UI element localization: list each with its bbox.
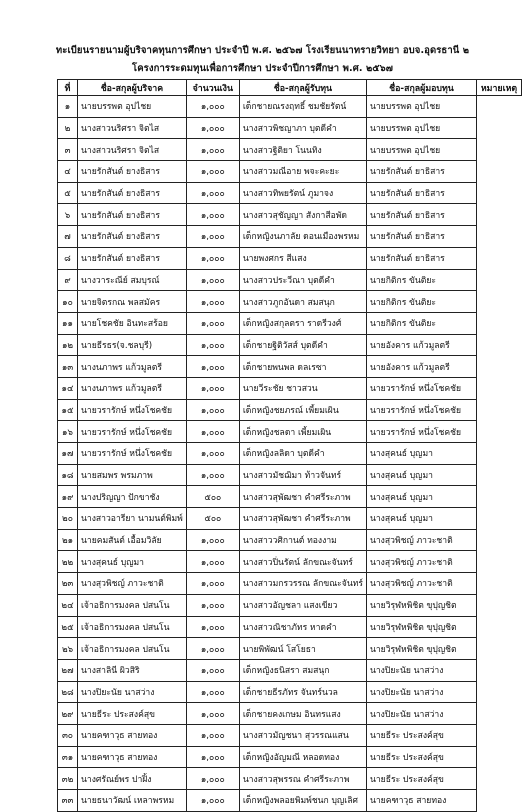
table-row	[58, 681, 522, 703]
row-number: ๙	[58, 269, 78, 291]
table-body	[58, 96, 522, 812]
table-row	[58, 356, 522, 378]
donation-amount: ๑,๐๐๐	[186, 399, 239, 421]
presenter-name: นางปิยะนัย นาสว่าง	[366, 681, 476, 703]
remark-cell	[476, 247, 521, 269]
recipient-name: นางสาวสุพัฒชา คำศรีระภาพ	[239, 508, 366, 530]
donor-name: นางวาระณีย์ สมบุรณ์	[78, 269, 187, 291]
table-row	[58, 724, 522, 746]
remark-cell	[476, 399, 521, 421]
donation-amount: ๑,๐๐๐	[186, 703, 239, 725]
recipient-name: นางสาวปิ่นรัตน์ ลักขณะจันทร์	[239, 551, 366, 573]
donation-amount: ๑,๐๐๐	[186, 226, 239, 248]
presenter-name: นายธีระ ประสงค์สุข	[366, 746, 476, 768]
row-number: ๑๕	[58, 399, 78, 421]
remark-cell	[476, 334, 521, 356]
donor-name: นายสมพร พรมภาพ	[78, 464, 187, 486]
donation-amount: ๑,๐๐๐	[186, 334, 239, 356]
donation-amount: ๕๐๐	[186, 508, 239, 530]
presenter-name: นายรักสันต์ ยาธิสาร	[366, 247, 476, 269]
presenter-name: นายกิติกร ขันติยะ	[366, 291, 476, 313]
recipient-name: นางสาวมัชฌิมา ท้าวจันทร์	[239, 464, 366, 486]
table-row	[58, 508, 522, 530]
donation-amount: ๑,๐๐๐	[186, 161, 239, 183]
row-number: ๒๕	[58, 616, 78, 638]
row-number: ๓๒	[58, 768, 78, 790]
recipient-name: นางสาวมกรวรรณ ลักขณะจันทร์	[239, 573, 366, 595]
recipient-name: เด็กหญิงอัญมณี หลอดทอง	[239, 746, 366, 768]
recipient-name: นางสาวพิชญาภา บุตดีคำ	[239, 117, 366, 139]
recipient-name: นายพงศกร สีแสง	[239, 247, 366, 269]
header-amount: จำนวนเงิน	[186, 80, 239, 96]
donor-name: นายรักสันต์ ยางธิสาร	[78, 204, 187, 226]
donation-amount: ๑,๐๐๐	[186, 96, 239, 118]
presenter-name: นายบรรพต อุปไชย	[366, 117, 476, 139]
table-row	[58, 551, 522, 573]
donor-name: นายธีรธร(จ.ชลบุรี)	[78, 334, 187, 356]
remark-cell	[476, 551, 521, 573]
row-number: ๑๒	[58, 334, 78, 356]
row-number: ๒๘	[58, 681, 78, 703]
row-number: ๖	[58, 204, 78, 226]
donation-amount: ๑,๐๐๐	[186, 659, 239, 681]
presenter-name: นายรักสันต์ ยาธิสาร	[366, 226, 476, 248]
recipient-name: นางสาวสุพัฒชา คำศรีระภาพ	[239, 486, 366, 508]
presenter-name: นายบรรพต อุปไชย	[366, 139, 476, 161]
row-number: ๓๑	[58, 746, 78, 768]
donor-name: นางนภาพร แก้วมูลตรี	[78, 356, 187, 378]
row-number: ๕	[58, 182, 78, 204]
presenter-name: นายกิติกร ขันติยะ	[366, 312, 476, 334]
donation-amount: ๑,๐๐๐	[186, 117, 239, 139]
remark-cell	[476, 724, 521, 746]
table-row	[58, 139, 522, 161]
presenter-name: นางสุคนธ์ บุญมา	[366, 443, 476, 465]
donor-name: นายคมสันต์ เอื้อมวิลัย	[78, 529, 187, 551]
recipient-name: นางสาววศิกานต์ ทองงาม	[239, 529, 366, 551]
row-number: ๑๑	[58, 312, 78, 334]
table-row	[58, 529, 522, 551]
presenter-name: นางสุคนธ์ บุญมา	[366, 486, 476, 508]
presenter-name: นายรักสันต์ ยาธิสาร	[366, 182, 476, 204]
donation-amount: ๑,๐๐๐	[186, 312, 239, 334]
row-number: ๑๖	[58, 421, 78, 443]
presenter-name: นายธีระ ประสงค์สุข	[366, 768, 476, 790]
remark-cell	[476, 464, 521, 486]
donation-amount: ๑,๐๐๐	[186, 182, 239, 204]
table-header-row	[58, 80, 522, 96]
header-no: ที่	[58, 80, 78, 96]
remark-cell	[476, 746, 521, 768]
remark-cell	[476, 139, 521, 161]
presenter-name: นางสุคนธ์ บุญมา	[366, 508, 476, 530]
table-row	[58, 421, 522, 443]
table-row	[58, 703, 522, 725]
remark-cell	[476, 421, 521, 443]
row-number: ๓๐	[58, 724, 78, 746]
recipient-name: นายวีระชัย ชาวสวน	[239, 377, 366, 399]
row-number: ๒๗	[58, 659, 78, 681]
remark-cell	[476, 529, 521, 551]
table-row	[58, 204, 522, 226]
donation-amount: ๑,๐๐๐	[186, 724, 239, 746]
remark-cell	[476, 616, 521, 638]
donor-name: นายรักสันต์ ยางธิสาร	[78, 247, 187, 269]
remark-cell	[476, 638, 521, 660]
donor-name: นางสาลินี ผิวสิริ	[78, 659, 187, 681]
recipient-name: นายพิพัฒน์ โสโยธา	[239, 638, 366, 660]
table-row	[58, 573, 522, 595]
donor-name: นายวรารักษ์ หนึ่งโชคชัย	[78, 421, 187, 443]
row-number: ๒๐	[58, 508, 78, 530]
header-recipient: ชื่อ-สกุลผู้รับทุน	[239, 80, 366, 96]
remark-cell	[476, 269, 521, 291]
table-row	[58, 161, 522, 183]
recipient-name: นางสาวประวีณา บุตดีคำ	[239, 269, 366, 291]
row-number: ๑๔	[58, 377, 78, 399]
table-row	[58, 117, 522, 139]
remark-cell	[476, 508, 521, 530]
donation-amount: ๑,๐๐๐	[186, 746, 239, 768]
donor-name: นายรักสันต์ ยางธิสาร	[78, 161, 187, 183]
presenter-name: นางสุวพิชญ์ ภาวะชาติ	[366, 529, 476, 551]
recipient-name: เด็กหญิงพลอยพิมพ์ชนก บุญเลิศ	[239, 790, 366, 812]
presenter-name: นายรักสันต์ ยาธิสาร	[366, 161, 476, 183]
row-number: ๒๓	[58, 573, 78, 595]
presenter-name: นางปิยะนัย นาสว่าง	[366, 659, 476, 681]
remark-cell	[476, 182, 521, 204]
recipient-name: นางสาวทิพยรัตน์ ภูมาจง	[239, 182, 366, 204]
donation-amount: ๕๐๐	[186, 486, 239, 508]
donation-amount: ๑,๐๐๐	[186, 443, 239, 465]
recipient-name: นางสาวณิชาภัทร หาดคำ	[239, 616, 366, 638]
donation-amount: ๑,๐๐๐	[186, 356, 239, 378]
row-number: ๑๗	[58, 443, 78, 465]
recipient-name: เด็กหญิงนภาลัย ดอนเมืองพรหม	[239, 226, 366, 248]
remark-cell	[476, 356, 521, 378]
remark-cell	[476, 443, 521, 465]
remark-cell	[476, 96, 521, 118]
presenter-name: นายวิรุฬหพิชิต ขุปุญชิต	[366, 594, 476, 616]
donor-name: นายธนาวัฒน์ เหลาพรหม	[78, 790, 187, 812]
remark-cell	[476, 703, 521, 725]
donor-name: นางนภาพร แก้วมูลตรี	[78, 377, 187, 399]
donation-amount: ๑,๐๐๐	[186, 529, 239, 551]
table-row	[58, 96, 522, 118]
row-number: ๓๓	[58, 790, 78, 812]
table-row	[58, 659, 522, 681]
row-number: ๑	[58, 96, 78, 118]
table-row	[58, 399, 522, 421]
donor-name: เจ้าอธิการมงคล ปสนโน	[78, 616, 187, 638]
donation-amount: ๑,๐๐๐	[186, 291, 239, 313]
presenter-name: นายอังคาร แก้วมูลตรี	[366, 356, 476, 378]
donation-amount: ๑,๐๐๐	[186, 464, 239, 486]
donor-name: นางสุคนธ์ บุญมา	[78, 551, 187, 573]
donor-register-table	[57, 79, 522, 812]
row-number: ๒๙	[58, 703, 78, 725]
recipient-name: เด็กชายคงเกษม อินทรแสง	[239, 703, 366, 725]
remark-cell	[476, 486, 521, 508]
document-subtitle: โครงการระดมทุนเพื่อการศึกษา ประจำปีการศึกษา พ.ศ. ๒๕๖๗	[132, 63, 393, 74]
donor-name: นายรักสันต์ ยางธิสาร	[78, 226, 187, 248]
header-presenter: ชื่อ-สกุลผู้มอบทุน	[366, 80, 476, 96]
presenter-name: นายวรารักษ์ หนึ่งโชคชัย	[366, 377, 476, 399]
recipient-name: เด็กหญิงลลิดา บุตดีคำ	[239, 443, 366, 465]
recipient-name: นางสาวมณีอาย พจะคะยะ	[239, 161, 366, 183]
remark-cell	[476, 204, 521, 226]
recipient-name: นางสาวอัญชลา แสงเขียว	[239, 594, 366, 616]
row-number: ๒	[58, 117, 78, 139]
donation-amount: ๑,๐๐๐	[186, 594, 239, 616]
row-number: ๔	[58, 161, 78, 183]
row-number: ๓	[58, 139, 78, 161]
recipient-name: นางสาวสุพรรณ คำศรีระภาพ	[239, 768, 366, 790]
donor-name: นางสุวพิชญ์ ภาวะชาติ	[78, 573, 187, 595]
presenter-name: นายวิรุฬหพิชิต ขุปุญชิต	[366, 616, 476, 638]
table-row	[58, 182, 522, 204]
presenter-name: นางสุวพิชญ์ ภาวะชาติ	[366, 573, 476, 595]
table-row	[58, 638, 522, 660]
presenter-name: นายวรารักษ์ หนึ่งโชคชัย	[366, 421, 476, 443]
donor-name: นายคฑาวุธ สายทอง	[78, 724, 187, 746]
presenter-name: นางปิยะนัย นาสว่าง	[366, 703, 476, 725]
donation-amount: ๑,๐๐๐	[186, 247, 239, 269]
remark-cell	[476, 681, 521, 703]
row-number: ๑๐	[58, 291, 78, 313]
donor-name: นางสาวอารียา นามนต์พิมพ์	[78, 508, 187, 530]
remark-cell	[476, 291, 521, 313]
remark-cell	[476, 594, 521, 616]
recipient-name: เด็กชายธีรภัทร จันทร์นวล	[239, 681, 366, 703]
donor-name: นายโชคชัย อินทะสร้อย	[78, 312, 187, 334]
row-number: ๒๑	[58, 529, 78, 551]
recipient-name: เด็กหญิงธนิสรา สมสนุก	[239, 659, 366, 681]
table-row	[58, 443, 522, 465]
row-number: ๑๘	[58, 464, 78, 486]
donation-amount: ๑,๐๐๐	[186, 573, 239, 595]
donation-amount: ๑,๐๐๐	[186, 269, 239, 291]
row-number: ๒๖	[58, 638, 78, 660]
remark-cell	[476, 312, 521, 334]
presenter-name: นายธีระ ประสงค์สุข	[366, 724, 476, 746]
remark-cell	[476, 790, 521, 812]
row-number: ๒๔	[58, 594, 78, 616]
table-row	[58, 464, 522, 486]
donor-name: นายคฑาวุธ สายทอง	[78, 746, 187, 768]
row-number: ๘	[58, 247, 78, 269]
remark-cell	[476, 768, 521, 790]
recipient-name: นางสาวภูกอันดา สมสนุก	[239, 291, 366, 313]
document-title: ทะเบียนรายนามผู้บริจาคทุนการศึกษา ประจำปี พ.ศ. ๒๕๖๗ โรงเรียนนาทรายวิทยา อบจ.อุดรธานี ๒	[55, 45, 470, 56]
donation-amount: ๑,๐๐๐	[186, 139, 239, 161]
recipient-name: นางสาวฐิติยา โนนทิง	[239, 139, 366, 161]
table-row	[58, 291, 522, 313]
recipient-name: นางสาวมัญชนา สุวรรณแสน	[239, 724, 366, 746]
donor-name: เจ้าอธิการมงคล ปสนโน	[78, 594, 187, 616]
remark-cell	[476, 161, 521, 183]
donor-name: นางศรัณย์พร ปาฝิ้ง	[78, 768, 187, 790]
recipient-name: เด็กหญิงสกุลตรา ราดรีวงศ์	[239, 312, 366, 334]
presenter-name: นายคฑาวุธ สายทอง	[366, 790, 476, 812]
remark-cell	[476, 659, 521, 681]
donor-name: นายจิตรกณ พลสมัคร	[78, 291, 187, 313]
recipient-name: เด็กหญิงชยภรณ์ เพี้ยมเผิน	[239, 399, 366, 421]
table-row	[58, 377, 522, 399]
donor-name: นายวรารักษ์ หนึ่งโชคชัย	[78, 443, 187, 465]
row-number: ๗	[58, 226, 78, 248]
remark-cell	[476, 117, 521, 139]
presenter-name: นายวรารักษ์ หนึ่งโชคชัย	[366, 399, 476, 421]
donation-amount: ๑,๐๐๐	[186, 681, 239, 703]
presenter-name: นางสุคนธ์ บุญมา	[366, 464, 476, 486]
table-row	[58, 594, 522, 616]
table-row	[58, 312, 522, 334]
donor-name: นายธีระ ประสงค์สุข	[78, 703, 187, 725]
donation-amount: ๑,๐๐๐	[186, 377, 239, 399]
row-number: ๑๙	[58, 486, 78, 508]
table-row	[58, 768, 522, 790]
table-row	[58, 269, 522, 291]
donation-amount: ๑,๐๐๐	[186, 551, 239, 573]
presenter-name: นายวิรุฬหพิชิต ขุปุญชิต	[366, 638, 476, 660]
donor-name: นายรักสันต์ ยางธิสาร	[78, 182, 187, 204]
recipient-name: เด็กหญิงชลดา เพี้ยมเผิน	[239, 421, 366, 443]
donation-amount: ๑,๐๐๐	[186, 421, 239, 443]
remark-cell	[476, 377, 521, 399]
donor-name: นายบรรพต อุปไชย	[78, 96, 187, 118]
remark-cell	[476, 573, 521, 595]
row-number: ๒๒	[58, 551, 78, 573]
donation-amount: ๑,๐๐๐	[186, 204, 239, 226]
donor-name: เจ้าอธิการมงคล ปสนโน	[78, 638, 187, 660]
table-row	[58, 486, 522, 508]
donor-name: นางปริญญา ปักขาชัง	[78, 486, 187, 508]
donor-name: นางปิยะนัย นาสว่าง	[78, 681, 187, 703]
table-row	[58, 226, 522, 248]
remark-cell	[476, 226, 521, 248]
donation-amount: ๑,๐๐๐	[186, 768, 239, 790]
recipient-name: เด็กชายพนพล ดลเรซา	[239, 356, 366, 378]
presenter-name: นายรักสันต์ ยาธิสาร	[366, 204, 476, 226]
table-row	[58, 790, 522, 812]
donor-name: นางสาวนริศรา จิตไส	[78, 139, 187, 161]
donor-name: นายวรารักษ์ หนึ่งโชคชัย	[78, 399, 187, 421]
presenter-name: นายบรรพต อุปไชย	[366, 96, 476, 118]
table-row	[58, 746, 522, 768]
recipient-name: เด็กชายฐิติวัสส์ บุตดีคำ	[239, 334, 366, 356]
presenter-name: นายอังคาร แก้วมูลตรี	[366, 334, 476, 356]
header-donor: ชื่อ-สกุลผู้บริจาค	[78, 80, 187, 96]
presenter-name: นายกิติกร ขันติยะ	[366, 269, 476, 291]
presenter-name: นางสุวพิชญ์ ภาวะชาติ	[366, 551, 476, 573]
recipient-name: นางสาวสุชัญญา สังกาสีอพัด	[239, 204, 366, 226]
table-row	[58, 616, 522, 638]
row-number: ๑๓	[58, 356, 78, 378]
donation-amount: ๑,๐๐๐	[186, 638, 239, 660]
donation-amount: ๑,๐๐๐	[186, 790, 239, 812]
donor-name: นางสาวนริศรา จิตไส	[78, 117, 187, 139]
header-remark: หมายเหตุ	[476, 80, 521, 96]
table-row	[58, 247, 522, 269]
donation-amount: ๑,๐๐๐	[186, 616, 239, 638]
table-row	[58, 334, 522, 356]
recipient-name: เด็กชายณรงฤทธิ์ ชมชัยรัตน์	[239, 96, 366, 118]
